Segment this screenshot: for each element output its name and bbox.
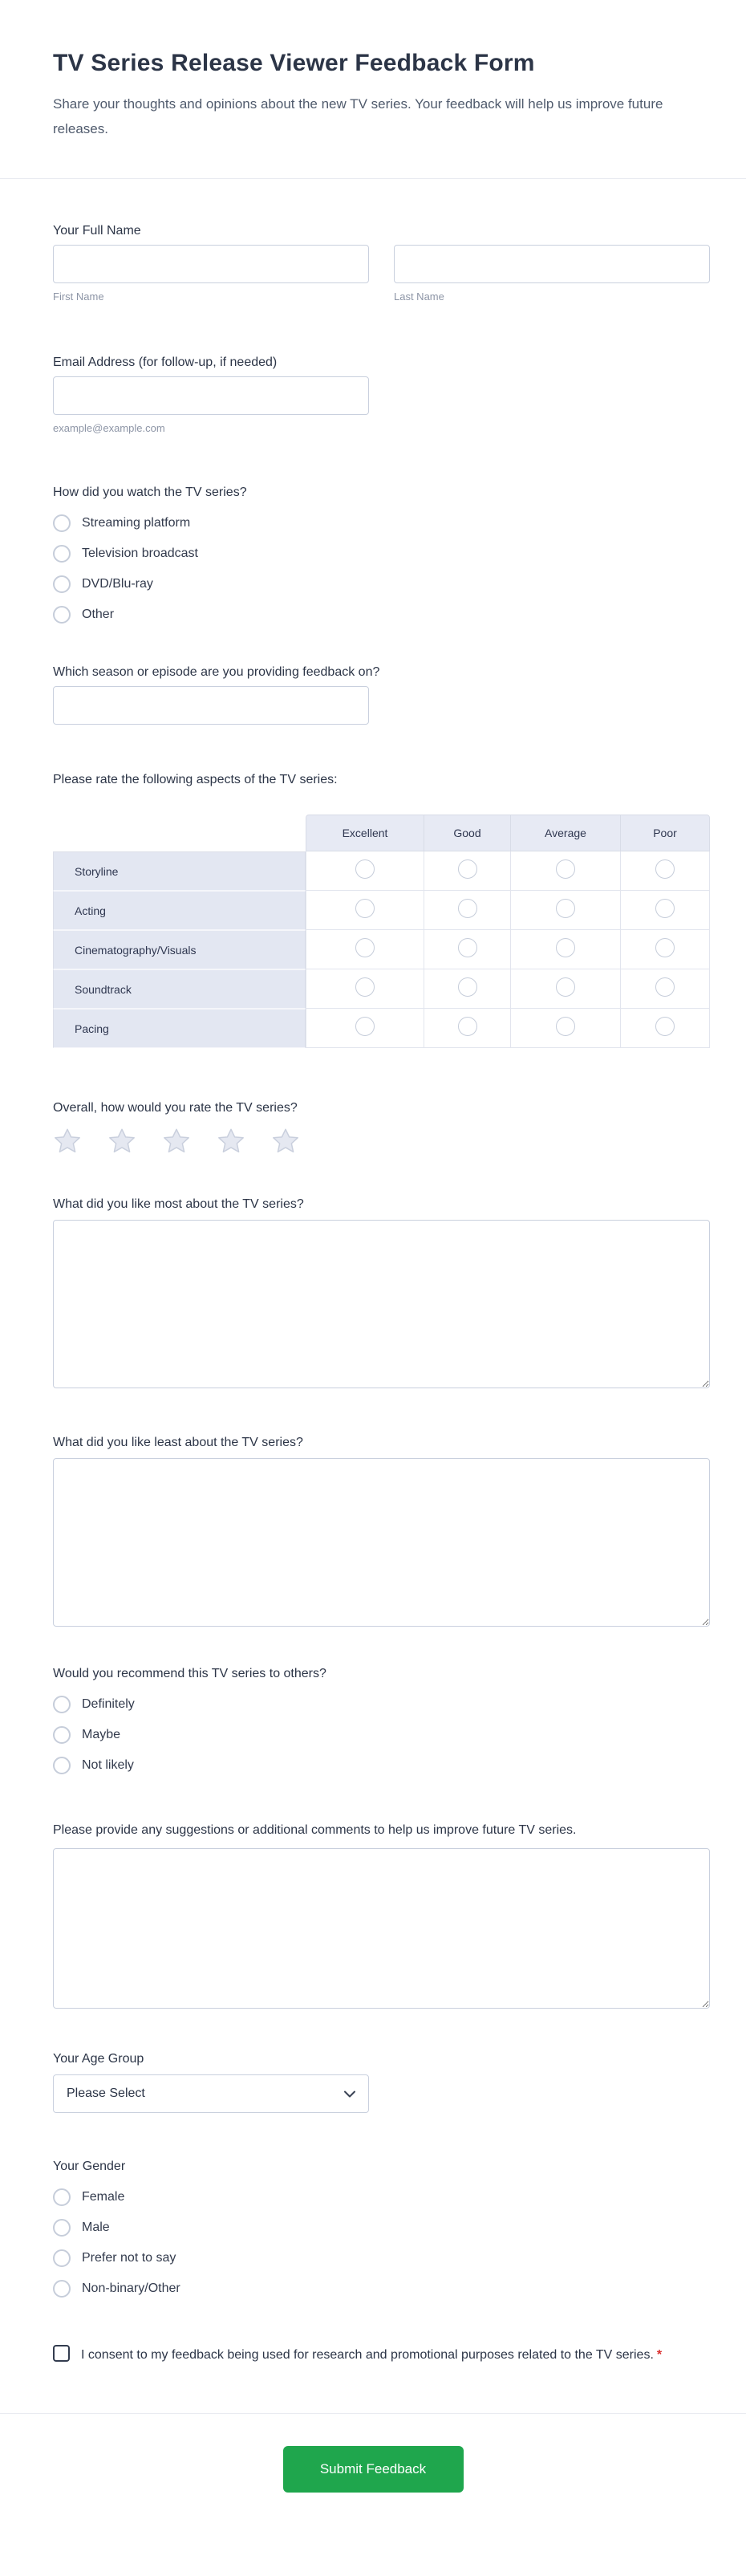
age-group-label: Your Age Group xyxy=(53,2052,144,2066)
radio-circle-icon[interactable] xyxy=(458,899,477,918)
star-icon[interactable] xyxy=(162,1127,191,1156)
season-input[interactable] xyxy=(53,686,369,725)
matrix-radio-cell[interactable] xyxy=(424,851,511,891)
matrix-radio-cell[interactable] xyxy=(621,930,710,969)
radio-option-male[interactable] xyxy=(53,2219,110,2237)
last-name-sublabel: Last Name xyxy=(394,291,444,303)
matrix-radio-cell[interactable] xyxy=(621,851,710,891)
radio-option-streaming[interactable] xyxy=(53,514,190,532)
question-season xyxy=(53,664,710,725)
rating-matrix-label: Please rate the following aspects of the TV series: xyxy=(53,773,338,786)
question-gender xyxy=(53,2158,710,2298)
radio-circle-icon[interactable] xyxy=(655,899,675,918)
full-name-label: Your Full Name xyxy=(53,224,141,238)
matrix-radio-cell[interactable] xyxy=(306,1009,424,1048)
submit-row xyxy=(0,2446,746,2533)
radio-circle-icon[interactable] xyxy=(655,1017,675,1036)
star-icon[interactable] xyxy=(271,1127,300,1156)
radio-circle-icon[interactable] xyxy=(556,977,575,997)
matrix-radio-cell[interactable] xyxy=(621,891,710,930)
option-label: Television broadcast xyxy=(82,546,198,560)
question-rating-matrix xyxy=(53,771,710,1048)
radio-circle-icon[interactable] xyxy=(53,606,71,624)
option-label: Not likely xyxy=(82,1758,134,1772)
matrix-radio-cell[interactable] xyxy=(511,1009,621,1048)
email-input[interactable] xyxy=(53,376,369,415)
question-full-name xyxy=(53,222,710,304)
matrix-radio-cell[interactable] xyxy=(424,969,511,1009)
suggestions-label: Please provide any suggestions or additional comments to help us improve future TV series. xyxy=(53,1823,577,1837)
matrix-row-acting xyxy=(53,891,710,930)
matrix-radio-cell[interactable] xyxy=(511,891,621,930)
matrix-row-label: Soundtrack xyxy=(53,969,306,1009)
radio-circle-icon[interactable] xyxy=(355,977,375,997)
radio-circle-icon[interactable] xyxy=(458,938,477,957)
option-label: Non-binary/Other xyxy=(82,2281,180,2295)
matrix-column-average: Average xyxy=(511,815,621,851)
question-overall-rating xyxy=(53,1099,710,1156)
option-label: Other xyxy=(82,607,115,621)
matrix-row-cinematography xyxy=(53,930,710,969)
required-asterisk: * xyxy=(656,2348,663,2362)
recommend-options xyxy=(53,1696,710,1774)
matrix-row-pacing xyxy=(53,1009,710,1048)
matrix-radio-cell[interactable] xyxy=(424,1009,511,1048)
radio-circle-icon[interactable] xyxy=(458,977,477,997)
matrix-radio-cell[interactable] xyxy=(511,930,621,969)
like-least-textarea[interactable] xyxy=(53,1458,710,1627)
footer-divider xyxy=(0,2413,746,2414)
question-watch-method xyxy=(53,484,710,624)
question-like-least xyxy=(53,1434,710,1627)
option-label: Maybe xyxy=(82,1728,121,1741)
consent-text: I consent to my feedback being used for research and promotional purposes related to the TV series. xyxy=(81,2348,654,2362)
radio-circle-icon[interactable] xyxy=(355,938,375,957)
radio-circle-icon[interactable] xyxy=(655,859,675,879)
radio-circle-icon[interactable] xyxy=(53,575,71,593)
radio-circle-icon[interactable] xyxy=(556,859,575,879)
question-suggestions xyxy=(53,1819,710,2009)
form-subtitle: Share your thoughts and opinions about the new TV series. Your feedback will help us improve future releases. xyxy=(53,96,663,136)
overall-rating-label: Overall, how would you rate the TV series? xyxy=(53,1101,298,1115)
watch-method-options xyxy=(53,514,710,624)
radio-option-definitely[interactable] xyxy=(53,1696,135,1713)
consent-row[interactable] xyxy=(53,2344,703,2367)
star-rating xyxy=(53,1127,710,1156)
radio-option-maybe[interactable] xyxy=(53,1726,120,1744)
radio-circle-icon[interactable] xyxy=(53,2280,71,2298)
matrix-corner-cell xyxy=(53,815,306,851)
matrix-radio-cell[interactable] xyxy=(511,851,621,891)
recommend-label: Would you recommend this TV series to others? xyxy=(53,1667,326,1680)
option-label: DVD/Blu-ray xyxy=(82,577,153,591)
radio-option-television[interactable] xyxy=(53,545,198,563)
first-name-sublabel: First Name xyxy=(53,291,104,303)
email-sublabel: example@example.com xyxy=(53,422,165,434)
matrix-column-poor: Poor xyxy=(621,815,710,851)
matrix-row-label: Acting xyxy=(53,891,306,930)
matrix-row-label: Pacing xyxy=(53,1009,306,1048)
radio-circle-icon[interactable] xyxy=(355,859,375,879)
matrix-radio-cell[interactable] xyxy=(306,891,424,930)
radio-circle-icon[interactable] xyxy=(355,899,375,918)
option-label: Streaming platform xyxy=(82,516,191,530)
star-icon[interactable] xyxy=(53,1127,82,1156)
like-most-textarea[interactable] xyxy=(53,1220,710,1388)
matrix-row-label: Cinematography/Visuals xyxy=(53,930,306,969)
season-label: Which season or episode are you providing feedback on? xyxy=(53,665,380,679)
radio-circle-icon[interactable] xyxy=(53,2219,71,2237)
radio-circle-icon[interactable] xyxy=(53,2188,71,2206)
radio-option-other[interactable] xyxy=(53,606,114,624)
watch-method-label: How did you watch the TV series? xyxy=(53,486,247,499)
rating-matrix-table xyxy=(53,815,710,1048)
question-age-group xyxy=(53,2050,710,2113)
option-label: Definitely xyxy=(82,1697,135,1711)
option-label: Female xyxy=(82,2190,125,2204)
first-name-input[interactable] xyxy=(53,245,369,283)
star-icon[interactable] xyxy=(217,1127,245,1156)
option-label: Male xyxy=(82,2220,110,2234)
radio-option-not-likely[interactable] xyxy=(53,1757,134,1774)
matrix-radio-cell[interactable] xyxy=(621,969,710,1009)
gender-label: Your Gender xyxy=(53,2160,126,2173)
matrix-radio-cell[interactable] xyxy=(511,969,621,1009)
question-email xyxy=(53,354,710,436)
form-body xyxy=(0,222,746,2367)
radio-circle-icon[interactable] xyxy=(556,899,575,918)
matrix-radio-cell[interactable] xyxy=(424,930,511,969)
radio-circle-icon[interactable] xyxy=(655,938,675,957)
radio-circle-icon[interactable] xyxy=(53,514,71,532)
radio-circle-icon[interactable] xyxy=(53,2249,71,2267)
radio-circle-icon[interactable] xyxy=(556,1017,575,1036)
radio-option-prefer-not-to-say[interactable] xyxy=(53,2249,176,2267)
chevron-down-icon xyxy=(344,2090,355,2098)
matrix-row-soundtrack xyxy=(53,969,710,1009)
consent-checkbox[interactable] xyxy=(53,2345,70,2362)
radio-circle-icon[interactable] xyxy=(458,1017,477,1036)
submit-button[interactable]: Submit Feedback xyxy=(283,2446,464,2493)
radio-circle-icon[interactable] xyxy=(53,1726,71,1744)
age-group-selected-value: Please Select xyxy=(67,2086,145,2100)
matrix-radio-cell[interactable] xyxy=(424,891,511,930)
option-label: Prefer not to say xyxy=(82,2251,176,2265)
question-like-most xyxy=(53,1196,710,1388)
age-group-select[interactable] xyxy=(53,2074,369,2113)
matrix-column-good: Good xyxy=(424,815,511,851)
radio-circle-icon[interactable] xyxy=(355,1017,375,1036)
radio-circle-icon[interactable] xyxy=(556,938,575,957)
star-icon[interactable] xyxy=(107,1127,136,1156)
page-title: TV Series Release Viewer Feedback Form xyxy=(53,50,535,76)
radio-circle-icon[interactable] xyxy=(458,859,477,879)
suggestions-textarea[interactable] xyxy=(53,1848,710,2009)
like-most-label: What did you like most about the TV series? xyxy=(53,1197,304,1211)
like-least-label: What did you like least about the TV series? xyxy=(53,1436,303,1449)
matrix-radio-cell[interactable] xyxy=(621,1009,710,1048)
matrix-row-storyline xyxy=(53,851,710,891)
radio-circle-icon[interactable] xyxy=(53,545,71,563)
matrix-row-label: Storyline xyxy=(53,851,306,891)
radio-option-dvd[interactable] xyxy=(53,575,153,593)
matrix-radio-cell[interactable] xyxy=(306,851,424,891)
radio-circle-icon[interactable] xyxy=(53,1757,71,1774)
question-recommend xyxy=(53,1665,710,1774)
email-label: Email Address (for follow-up, if needed) xyxy=(53,356,278,369)
radio-circle-icon[interactable] xyxy=(655,977,675,997)
matrix-radio-cell[interactable] xyxy=(306,930,424,969)
last-name-input[interactable] xyxy=(394,245,710,283)
matrix-radio-cell[interactable] xyxy=(306,969,424,1009)
form-header xyxy=(0,0,746,141)
gender-options xyxy=(53,2188,710,2298)
radio-circle-icon[interactable] xyxy=(53,1696,71,1713)
header-divider xyxy=(0,178,746,179)
radio-option-female[interactable] xyxy=(53,2188,124,2206)
radio-option-non-binary[interactable] xyxy=(53,2280,180,2298)
matrix-column-excellent: Excellent xyxy=(306,815,424,851)
